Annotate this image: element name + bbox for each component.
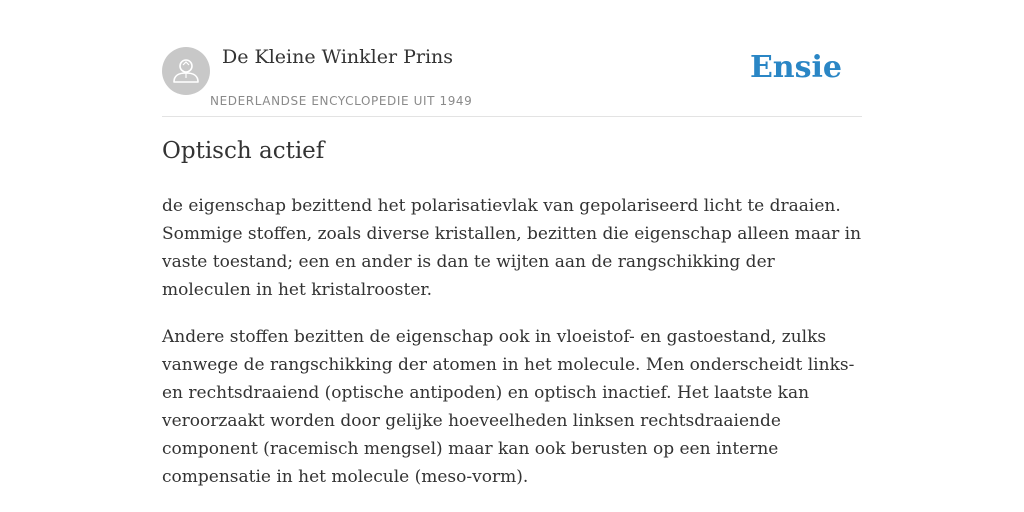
paragraph: de eigenschap bezittend het polarisatievlak van gepolariseerd licht te draaien. Sommige stoffen, zoals diverse kristallen, bezitten die eigenschap alleen maar in vaste toestand; een en ander is dan te wijten aan de rangschikking der moleculen in het kristalrooster. [162, 196, 862, 300]
brand-logo[interactable]: Ensie [749, 50, 842, 85]
source-subtitle: NEDERLANDSE ENCYCLOPEDIE UIT 1949 [210, 94, 473, 108]
source-title[interactable]: De Kleine Winkler Prins [222, 46, 454, 68]
user-icon [162, 47, 210, 95]
article-body [162, 192, 862, 510]
source-header [162, 44, 862, 117]
avatar[interactable] [162, 47, 210, 95]
article-title: Optisch actief [162, 138, 325, 164]
paragraph: Andere stoffen bezitten de eigenschap ook in vloeistof- en gastoestand, zulks vanwege de rangschikking der atomen in het molecule. Men onderscheidt links- en rechtsdraaiend (optische antipoden) en optisch inactief. Het laatste kan veroorzaakt worden door gelijke hoeveelheden linksen rechtsdraaiende component (racemisch mengsel) maar kan ook berusten op een interne compensatie in het molecule (meso-vorm). [162, 327, 855, 487]
